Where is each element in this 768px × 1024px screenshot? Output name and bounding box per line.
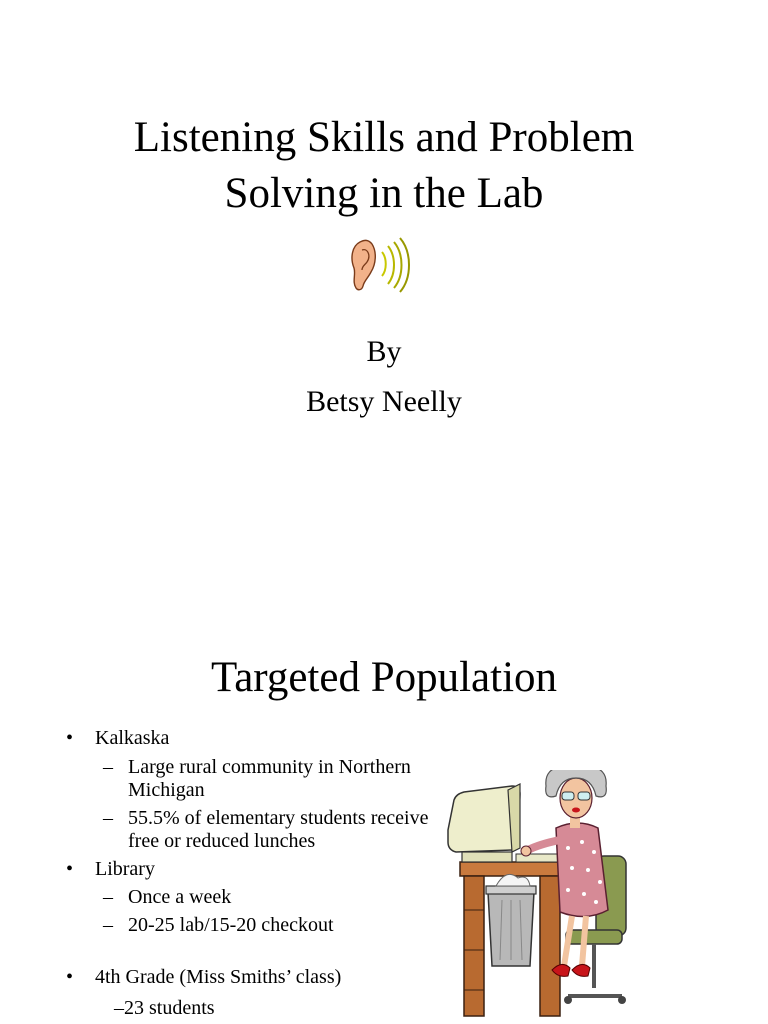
sub-bullet-rural-line1: Large rural community in Northern	[128, 756, 411, 778]
title-line-2: Solving in the Lab	[224, 170, 544, 217]
slide-title	[0, 110, 768, 222]
bullet-icon: •	[66, 858, 74, 880]
sub-bullet-lunch-line1: 55.5% of elementary students receive	[128, 807, 429, 829]
sub-bullet-lunch-line2: free or reduced lunches	[128, 830, 316, 852]
dash-icon: –	[103, 914, 113, 936]
dash-icon: –	[103, 807, 113, 829]
dash-icon: –	[103, 756, 113, 778]
by-label: By	[366, 335, 402, 368]
dash-icon: –	[103, 886, 113, 908]
author-name: Betsy Neelly	[306, 385, 462, 418]
sub-bullet-lab-checkout: 20-25 lab/15-20 checkout	[128, 914, 334, 936]
sub-bullet-once-a-week: Once a week	[128, 886, 232, 908]
bullet-library: Library	[95, 858, 155, 880]
woman-at-computer-clipart	[436, 770, 636, 1024]
title-line-1: Listening Skills and Problem	[133, 114, 635, 161]
slide-title: Targeted Population	[210, 654, 558, 701]
bullet-kalkaska: Kalkaska	[95, 727, 170, 749]
targeted-population-slide	[0, 620, 768, 1024]
bullet-4th-grade: 4th Grade (Miss Smiths’ class)	[95, 966, 342, 988]
bullet-icon: •	[66, 966, 74, 988]
ear-icon	[346, 234, 418, 296]
sub-bullet-rural-line2: Michigan	[128, 779, 205, 801]
sub-bullet-23-students: –23 students	[114, 997, 215, 1019]
bullet-icon: •	[66, 727, 74, 749]
